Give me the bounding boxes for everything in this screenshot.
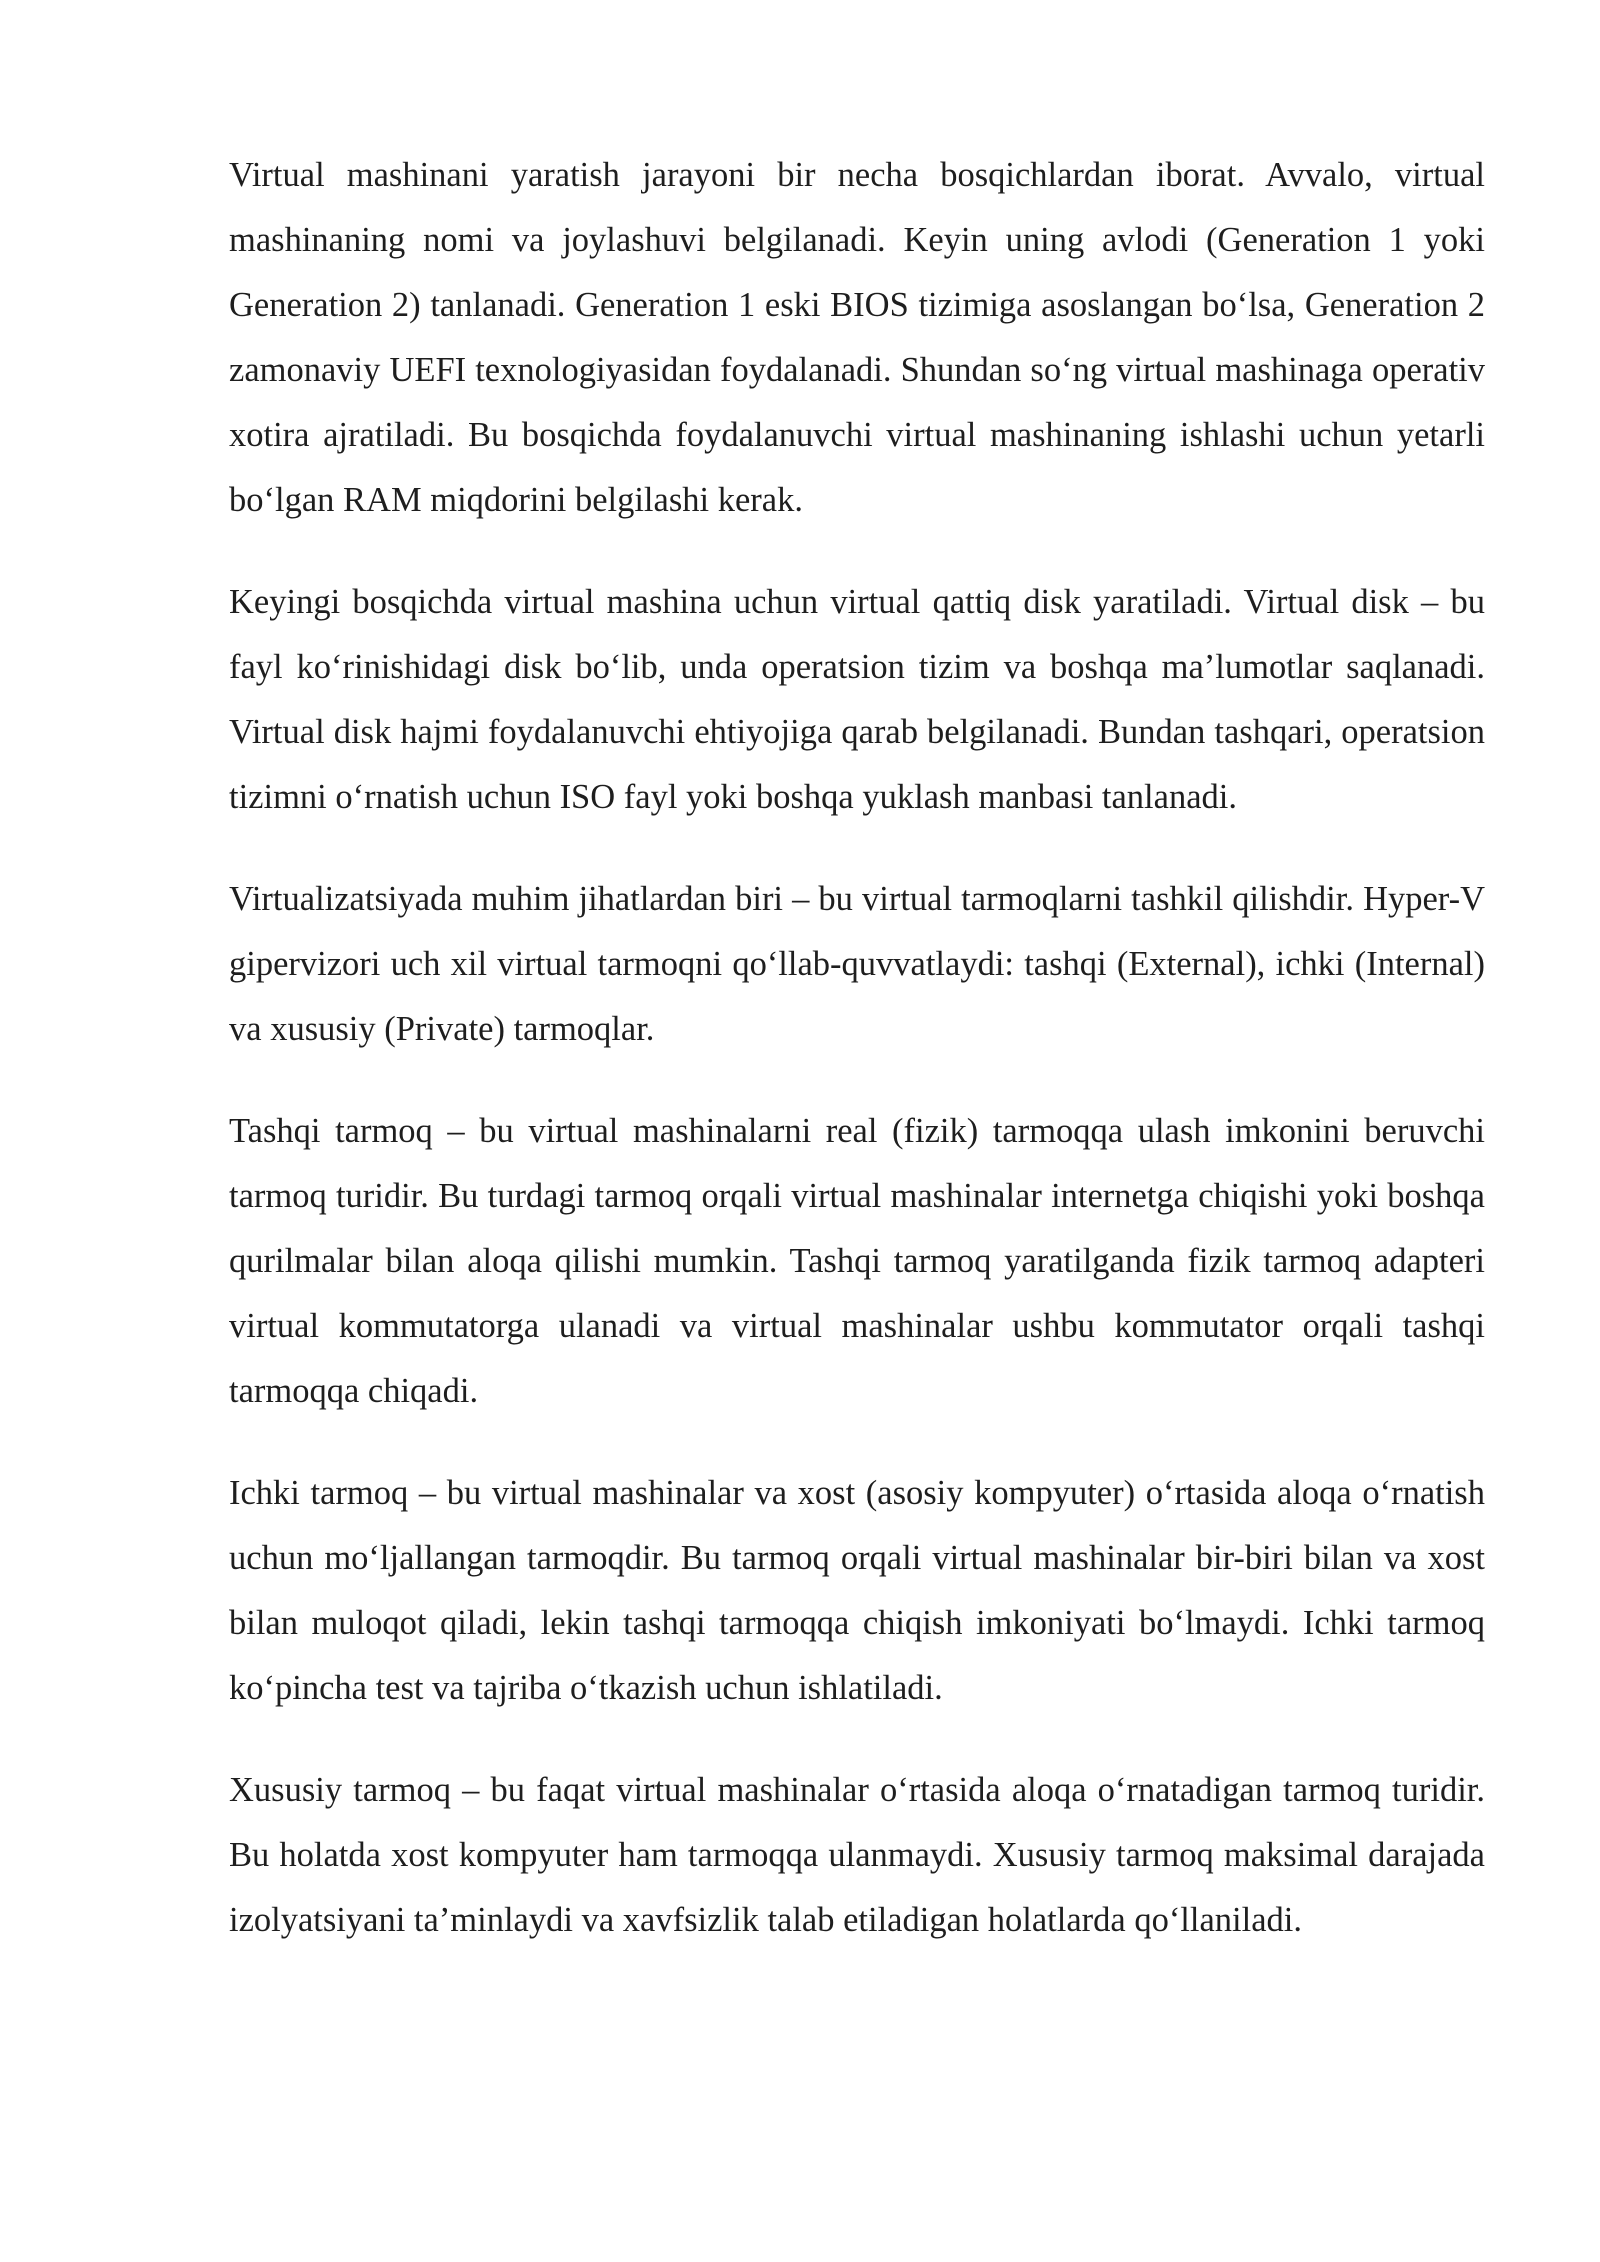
paragraph-vm-creation-steps: Virtual mashinani yaratish jarayoni bir necha bosqichlardan iborat. Avvalo, virtual mashinaning nomi va joylashuvi belgilanadi. Keyin uning avlodi (Generation 1 yoki Generation 2) tanlanadi. Generation 1 eski BIOS tizimiga asoslangan bo‘lsa, Generation 2 zamonaviy UEFI texnologiyasidan foydalanadi. Shundan so‘ng virtual mashinaga operativ xotira ajratiladi. Bu bosqichda foydalanuvchi virtual mashinaning ishlashi uchun yetarli bo‘lgan RAM miqdorini belgilashi kerak. [229,156,1485,519]
paragraph-external-network: Tashqi tarmoq – bu virtual mashinalarni real (fizik) tarmoqqa ulash imkonini beruvchi tarmoq turidir. Bu turdagi tarmoq orqali virtual mashinalar internetga chiqishi yoki boshqa qurilmalar bilan aloqa qilishi mumkin. Tashqi tarmoq yaratilganda fizik tarmoq adapteri virtual kommutatorga ulanadi va virtual mashinalar ushbu kommutator orqali tashqi tarmoqqa chiqadi. [229,1112,1485,1410]
document-body [229,143,1485,1990]
paragraph-virtual-disk: Keyingi bosqichda virtual mashina uchun virtual qattiq disk yaratiladi. Virtual disk – bu fayl ko‘rinishidagi disk bo‘lib, unda operatsion tizim va boshqa ma’lumotlar saqlanadi. Virtual disk hajmi foydalanuvchi ehtiyojiga qarab belgilanadi. Bundan tashqari, operatsion tizimni o‘rnatish uchun ISO fayl yoki boshqa yuklash manbasi tanlanadi. [229,583,1485,816]
paragraph-internal-network: Ichki tarmoq – bu virtual mashinalar va xost (asosiy kompyuter) o‘rtasida aloqa o‘rnatish uchun mo‘ljallangan tarmoqdir. Bu tarmoq orqali virtual mashinalar bir-biri bilan va xost bilan muloqot qiladi, lekin tashqi tarmoqqa chiqish imkoniyati bo‘lmaydi. Ichki tarmoq ko‘pincha test va tajriba o‘tkazish uchun ishlatiladi. [229,1474,1485,1707]
paragraph-private-network: Xususiy tarmoq – bu faqat virtual mashinalar o‘rtasida aloqa o‘rnatadigan tarmoq turidir. Bu holatda xost kompyuter ham tarmoqqa ulanmaydi. Xususiy tarmoq maksimal darajada izolyatsiyani ta’minlaydi va xavfsizlik talab etiladigan holatlarda qo‘llaniladi. [229,1771,1485,1939]
paragraph-virtual-networks: Virtualizatsiyada muhim jihatlardan biri – bu virtual tarmoqlarni tashkil qilishdir. Hyper-V gipervizori uch xil virtual tarmoqni qo‘llab-quvvatlaydi: tashqi (External), ichki (Internal) va xususiy (Private) tarmoqlar. [229,880,1485,1048]
